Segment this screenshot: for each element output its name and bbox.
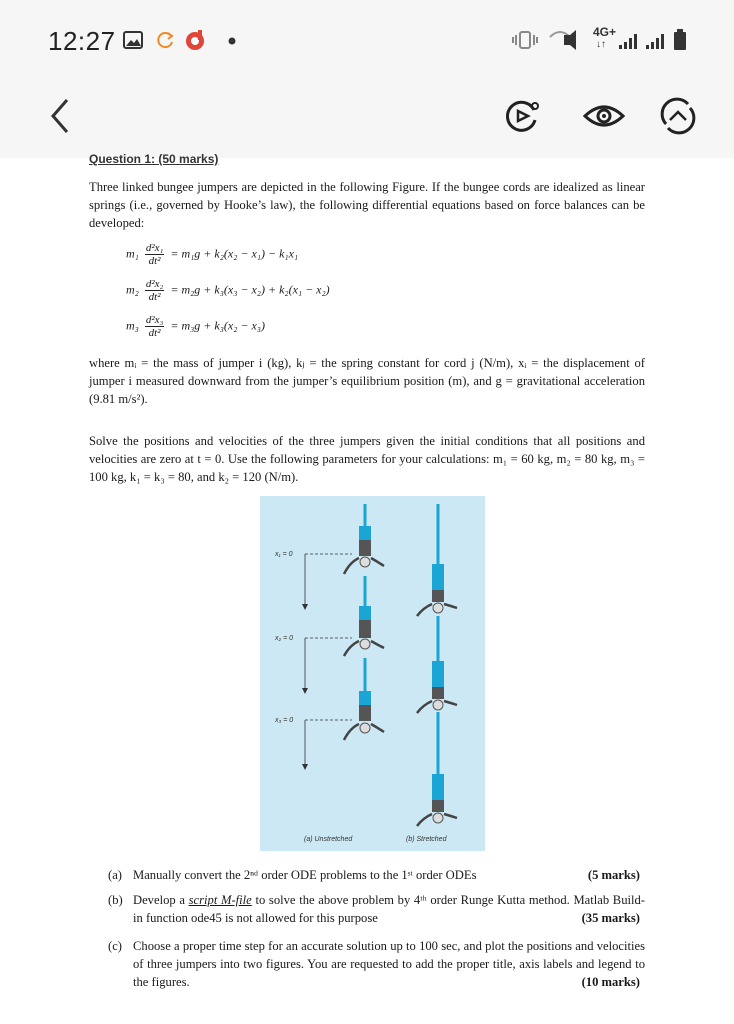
eq2-num: d²x₂: [145, 278, 164, 290]
jumper-1-stretched: [417, 564, 457, 616]
back-button[interactable]: [34, 90, 86, 142]
intro-paragraph: Three linked bungee jumpers are depicted in the following Figure. If the bungee cords are idealized as linear springs (i.e., governed by Hooke’s law), the following differential equations based on force balances can be developed:: [89, 180, 645, 230]
question-title: Question 1: (50 marks): [89, 152, 219, 166]
viewer-toolbar: [0, 80, 734, 158]
jumper-2-unstretched: [344, 606, 384, 656]
eq1-den: dt²: [148, 255, 161, 267]
eq1-rhs: = m₁g + k₂(x₂ − x₁) − k₁x₁: [170, 246, 299, 261]
where-paragraph: where mᵢ = the mass of jumper i (kg), kⱼ = the spring constant for cord j (N/m), xᵢ = the displacement of jumper i measured downward from the jumper’s equilibrium position (m), and g = gravitational acceleration (9.81 m/s²).: [89, 356, 645, 406]
eq3-num: d²x₃: [145, 314, 164, 326]
eq2-lhs: m₂: [126, 282, 139, 297]
eq2-fraction: [145, 278, 165, 303]
part-c-text: Choose a proper time step for an accurate solution up to 100 sec, and plot the positions and velocities of three jumpers into two figures. You are requested to add the proper title, axis labels and legend to the figures.: [133, 939, 645, 989]
part-b-text: [133, 891, 645, 927]
part-a-marks: (5 marks): [587, 868, 640, 882]
eq3-rhs: = m₃g + k₃(x₂ − x₃): [170, 318, 265, 333]
jumper-3-stretched: [417, 774, 457, 826]
part-b-text-post: to solve the above problem by 4ᵗʰ order Runge Kutta method. Matlab Build-in function ode45 is not allowed for this purpose: [133, 893, 645, 925]
part-b-label: (b): [108, 893, 123, 907]
document-page: [0, 152, 734, 1024]
label-x2: x₂ = 0: [275, 635, 294, 642]
part-a-text: Manually convert the 2ⁿᵈ order ODE problems to the 1ˢᵗ order ODEs: [133, 868, 477, 882]
status-bar: [0, 0, 734, 80]
eq2-den: dt²: [148, 291, 161, 303]
label-x1: x₁ = 0: [275, 551, 293, 558]
view-button[interactable]: [578, 90, 630, 142]
read-aloud-icon: [502, 96, 542, 136]
bungee-diagram: [260, 496, 485, 851]
eq3-fraction: [145, 314, 165, 339]
label-x3: x₃ = 0: [275, 717, 294, 724]
equation-3: [126, 314, 265, 339]
part-a: [108, 866, 648, 884]
jumper-2-stretched: [417, 661, 457, 713]
part-b-marks: (35 marks): [581, 911, 640, 925]
signal-icon-2: [645, 32, 667, 50]
notification-app-icon: [183, 28, 209, 52]
bungee-figure: [260, 496, 485, 851]
eq1-num: d²x₁: [145, 242, 164, 254]
part-b-text-pre: Develop a: [133, 893, 189, 907]
data-arrows-icon: ↓↑: [596, 39, 606, 50]
vibrate-icon: [512, 30, 538, 50]
part-a-label: (a): [108, 868, 122, 882]
back-arrow-icon: [45, 96, 75, 136]
eq3-lhs: m₃: [126, 318, 139, 333]
part-c-marks: (10 marks): [581, 975, 640, 989]
rotate-icon: [658, 96, 698, 136]
jumper-3-unstretched: [344, 691, 384, 740]
part-c-label: (c): [108, 939, 122, 953]
equation-2: [126, 278, 330, 303]
equation-1: [126, 242, 298, 267]
mute-icon: [548, 29, 582, 51]
clock: 12:27: [48, 26, 116, 56]
caption-stretched: (b) Stretched: [406, 836, 447, 843]
eq3-den: dt²: [148, 327, 161, 339]
gallery-icon: [123, 31, 143, 49]
network-type: 4G+: [593, 25, 617, 39]
caption-unstretched: (a) Unstretched: [304, 836, 353, 843]
jumper-1-unstretched: [344, 526, 384, 574]
eq1-fraction: [145, 242, 165, 267]
rotate-button[interactable]: [652, 90, 704, 142]
part-c: [108, 937, 648, 995]
eq2-rhs: = m₂g + k₃(x₃ − x₂) + k₂(x₁ − x₂): [170, 282, 330, 297]
eq1-lhs: m₁: [126, 246, 139, 261]
dot-icon: [228, 37, 236, 45]
signal-icon: [618, 32, 640, 50]
part-b: [108, 891, 648, 931]
battery-icon: [673, 29, 687, 51]
view-icon: [582, 96, 626, 136]
sync-icon: [155, 30, 175, 50]
part-b-link: script M-file: [188, 893, 252, 907]
solve-paragraph: Solve the positions and velocities of the three jumpers given the initial conditions that all positions and velocities are zero at t = 0. Use the following parameters for your calculations: m₁ = 60 kg, m₂ = 80 kg, m₃ = 100 kg, k₁ = k₃ = 80, and k₂ = 120 (N/m).: [89, 434, 645, 484]
read-aloud-button[interactable]: [496, 90, 548, 142]
